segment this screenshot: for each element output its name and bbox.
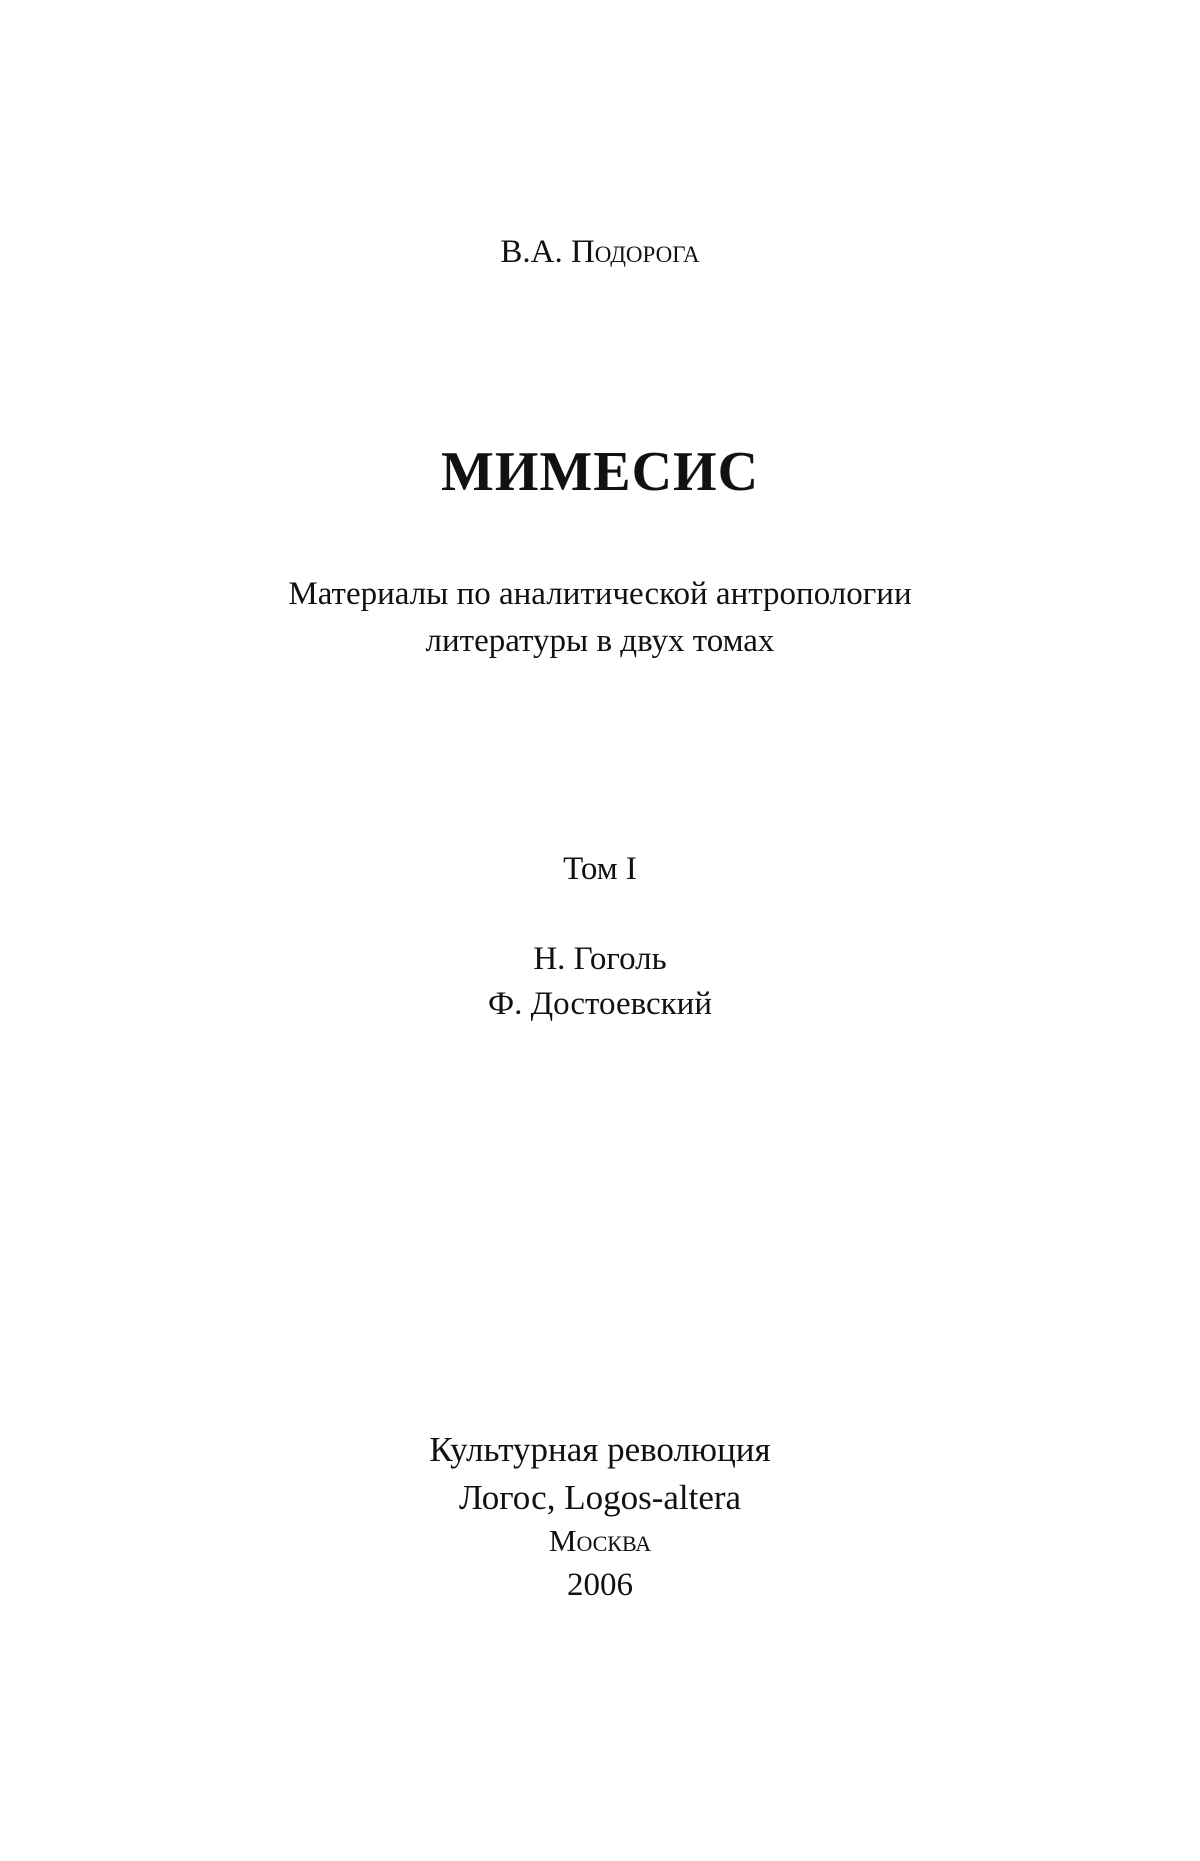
author-name: В.А. Подорога [500, 234, 700, 270]
subject-name-1: Н. Гоголь [533, 941, 667, 977]
subject-name-2: Ф. Достоевский [488, 986, 712, 1022]
book-title: МИМЕСИС [440, 441, 760, 503]
subtitle-line-1: Материалы по аналитической антропологии [288, 576, 912, 612]
volume-label: Том I [563, 851, 637, 887]
publisher-line-2: Логос, Logos-altera [458, 1478, 742, 1517]
publication-city: Москва [548, 1523, 652, 1558]
subtitle-line-2: литературы в двух томах [425, 623, 775, 659]
publisher-line-1: Культурная революция [429, 1430, 771, 1469]
publication-year: 2006 [567, 1567, 633, 1603]
